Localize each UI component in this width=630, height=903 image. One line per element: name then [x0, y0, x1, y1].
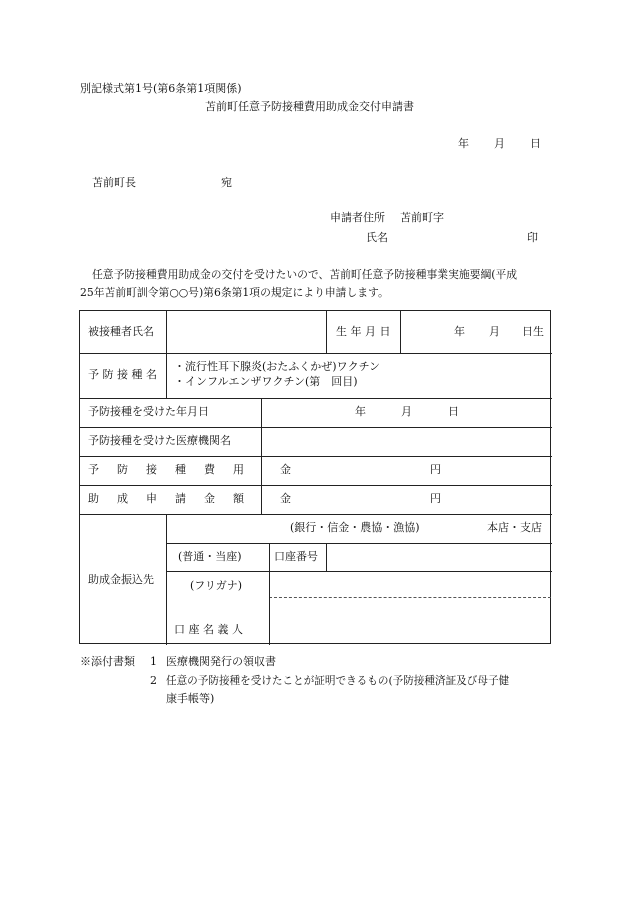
vaccination-year-label: 年	[355, 405, 366, 418]
attachment-2-text-continued: 康手帳等)	[166, 692, 215, 705]
cost-label: 予防接種費用	[88, 463, 262, 476]
body-text-line2: 25年苫前町訓令第○○号)第6条第1項の規定により申請します。	[80, 286, 389, 299]
date-month-label: 月	[494, 137, 505, 150]
date-year-label: 年	[458, 137, 469, 150]
grant-prefix: 金	[280, 492, 291, 505]
applicant-name-label: 氏名	[366, 231, 388, 244]
addressee-honorific: 宛	[221, 176, 232, 189]
vaccine-type-label: 予 防 接 種 名	[88, 368, 157, 381]
account-type: (普通・当座)	[178, 550, 242, 563]
birth-year-label: 年	[454, 325, 465, 338]
attachment-2-text: 任意の予防接種を受けたことが証明できるもの(予防接種済証及び母子健	[166, 675, 510, 687]
vaccination-day-label: 日	[448, 405, 459, 418]
bank-types: (銀行・信金・農協・漁協)	[290, 521, 420, 534]
recipient-name-label: 被接種者氏名	[88, 325, 154, 338]
account-holder-label: 口 座 名 義 人	[174, 623, 243, 636]
applicant-address-label: 申請者住所	[330, 211, 385, 224]
furigana-label: (フリガナ)	[190, 579, 243, 592]
cost-prefix: 金	[280, 463, 291, 476]
birth-date-label: 生 年 月 日	[336, 325, 391, 338]
account-number-label: 口座番号	[274, 550, 318, 563]
grant-amount-label: 助成申請金額	[88, 492, 262, 505]
cost-unit: 円	[430, 463, 441, 476]
form-number: 別記様式第1号(第6条第1項関係)	[80, 82, 242, 95]
vaccination-date-label: 予防接種を受けた年月日	[88, 405, 209, 418]
birth-month-label: 月	[489, 325, 500, 338]
attachment-1-number: 1	[150, 655, 157, 668]
vaccination-month-label: 月	[401, 405, 412, 418]
grant-unit: 円	[430, 492, 441, 505]
attachments-label: ※添付書類	[80, 655, 135, 668]
date-day-label: 日	[530, 137, 541, 150]
attachment-2-number: 2	[150, 674, 157, 687]
addressee-name: 苫前町長	[92, 176, 136, 189]
attachment-1-text: 医療機関発行の領収書	[166, 655, 276, 668]
vaccine-option-mumps: ・流行性耳下腺炎(おたふくかぜ)ワクチン	[174, 360, 381, 373]
applicant-address-value: 苫前町字	[400, 211, 444, 224]
body-text-line1: 任意予防接種費用助成金の交付を受けたいので、苫前町任意予防接種事業実施要綱(平成	[92, 268, 518, 281]
birth-day-suffix: 日生	[522, 325, 544, 338]
application-table	[79, 310, 551, 644]
vaccine-option-influenza: ・インフルエンザワクチン(第 回目)	[174, 375, 358, 388]
branch-types: 本店・支店	[487, 521, 542, 534]
medical-institution-label: 予防接種を受けた医療機関名	[88, 434, 231, 447]
page-title: 苫前町任意予防接種費用助成金交付申請書	[205, 100, 414, 113]
seal-mark: 印	[527, 231, 538, 244]
bank-section-label: 助成金振込先	[88, 573, 154, 586]
